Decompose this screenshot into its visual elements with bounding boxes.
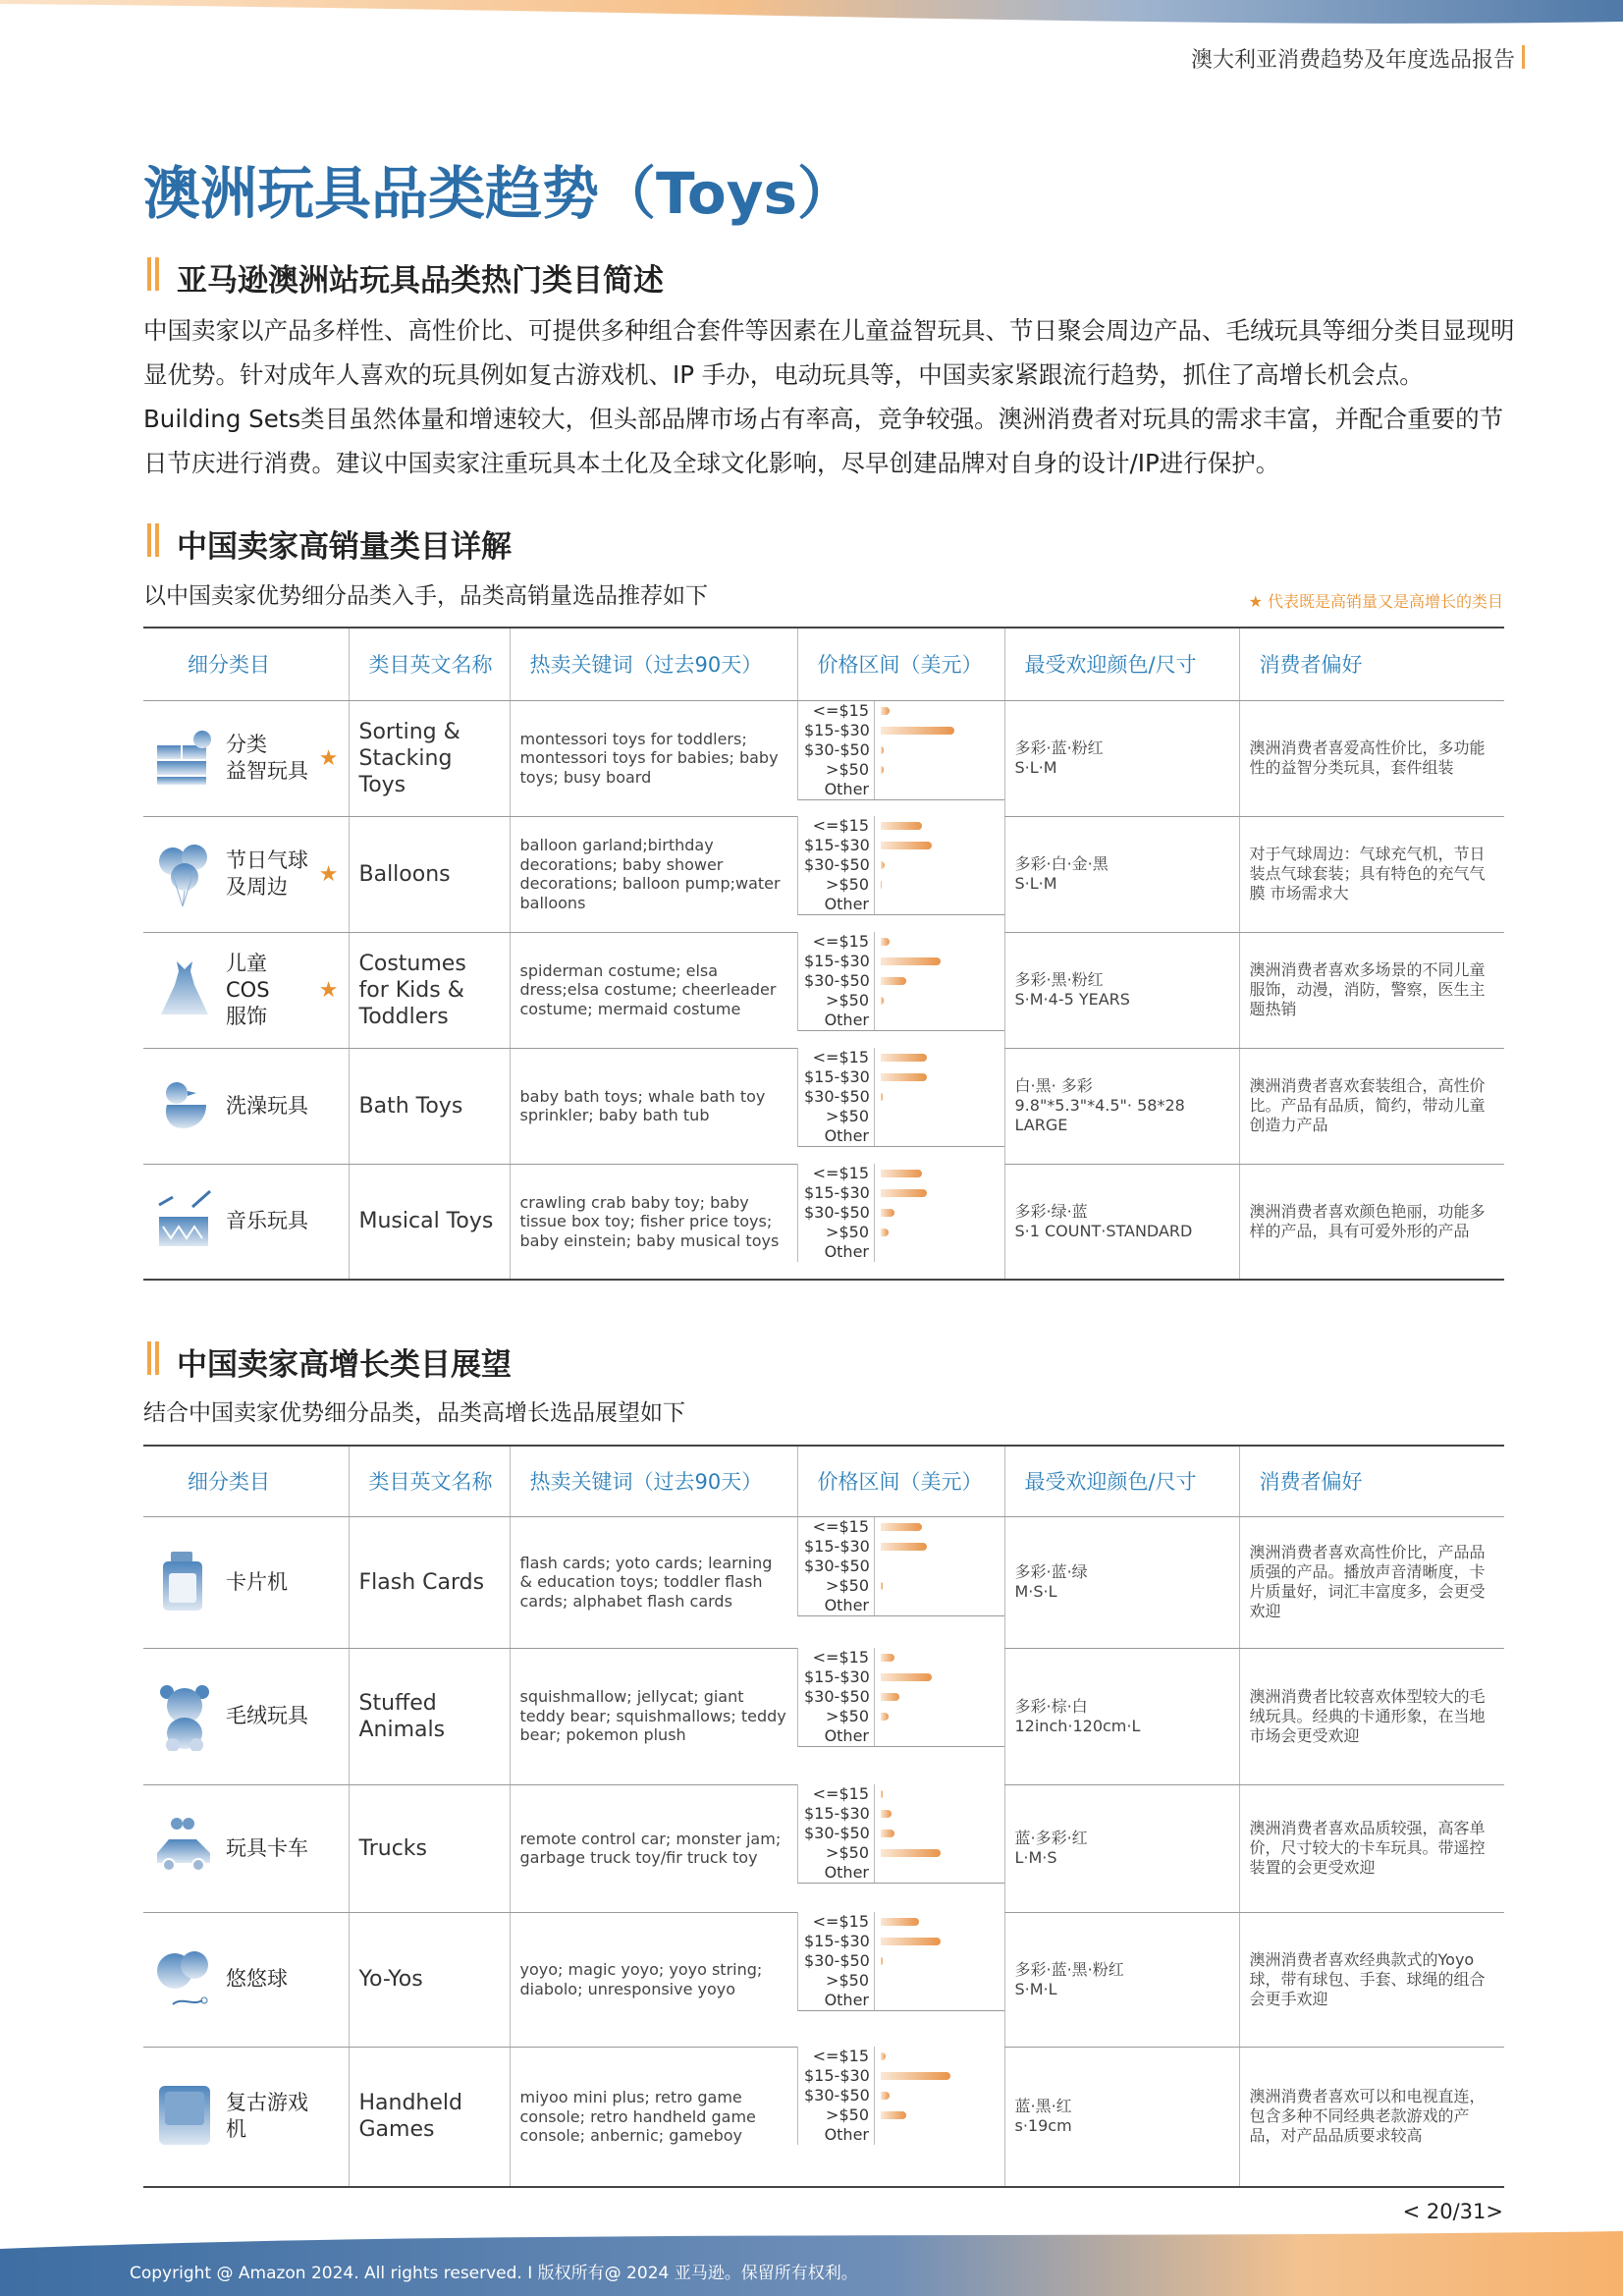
category-cn: 毛绒玩具 — [226, 1704, 308, 1727]
column-header: 细分类目 — [143, 628, 349, 700]
category-cn: 卡片机 — [226, 1569, 288, 1594]
price-label: Other — [824, 1991, 869, 2009]
price-label: $15-$30 — [804, 1804, 870, 1823]
price-bar — [881, 1654, 894, 1662]
price-bar — [881, 881, 882, 889]
popular-size: M·S·L — [1014, 1582, 1057, 1601]
keywords: baby bath toys; whale bath toy sprinkler; baby bath tub — [519, 1086, 766, 1124]
price-label: $15-$30 — [804, 1667, 870, 1686]
price-bar-row — [881, 1932, 973, 1951]
price-bar — [881, 842, 932, 849]
price-bar-row — [881, 1067, 973, 1087]
column-header: 最受欢迎颜色/尺寸 — [1004, 628, 1239, 700]
popular-color: 多彩·白·金·黑 — [1014, 854, 1109, 873]
consumer-preference: 澳洲消费者喜欢品质较强，高客单价，尺寸较大的卡车玩具。带遥控装置的会更受欢迎 — [1249, 1819, 1486, 1877]
price-bar — [881, 1713, 889, 1721]
price-bar-row — [881, 1183, 973, 1203]
price-labels — [804, 2047, 875, 2145]
price-label: <=$15 — [812, 1164, 869, 1182]
consumer-preference: 澳洲消费者喜欢可以和电视直连，包含多种不同经典老款游戏的产品，对产品品质要求较高 — [1249, 2087, 1486, 2146]
price-label: Other — [824, 1595, 869, 1614]
keywords: balloon garland;birthday decorations; baby shower decorations; balloon pump;water balloons — [519, 836, 781, 912]
price-bar-row — [881, 932, 973, 952]
price-label: $30-$50 — [804, 1824, 870, 1842]
price-label: $30-$50 — [804, 971, 870, 990]
popular-color: 多彩·棕·白 — [1014, 1696, 1088, 1716]
category-en: Bath Toys — [358, 1093, 463, 1119]
table-row — [143, 1784, 1504, 1912]
category-en: Costumes for Kids & Toddlers — [358, 951, 466, 1029]
star-icon: ★ — [318, 861, 339, 887]
price-labels — [804, 701, 875, 799]
overview-paragraph: 中国卖家以产品多样性、高性价比、可提供多种组合套件等因素在儿童益智玩具、节日聚会周边产品、毛绒玩具等细分类目显现明显优势。针对成年人喜欢的玩具例如复古游戏机、IP 手办，电动玩具等，中国卖家紧跟流行趋势，抓住了高增长机会点。Building Sets类目虽然体量和增速较大，但头部品牌市场占有率高，竞争较强。澳洲消费者对玩具的需求丰富，并配合重要的节日节庆进行消费。建议中国卖家注重玩具本土化及全球文化影响，尽早创建品牌对自身的设计/IP进行保护。 — [143, 316, 1515, 477]
price-label: <=$15 — [812, 1048, 869, 1066]
column-header: 消费者偏好 — [1239, 1446, 1504, 1516]
price-label: Other — [824, 1863, 869, 1882]
price-bar — [881, 1673, 932, 1681]
table-row — [143, 1164, 1504, 1280]
price-bar-row — [881, 1687, 973, 1707]
price-bar-row — [881, 1667, 973, 1687]
popular-size: S·1 COUNT·STANDARD — [1014, 1221, 1193, 1240]
price-bar — [881, 1054, 927, 1062]
price-bar-row — [881, 1537, 973, 1557]
section-heading-high-sales: 中国卖家高销量类目详解 — [147, 521, 512, 566]
price-bar — [881, 861, 885, 869]
price-bar — [881, 938, 890, 946]
price-label: $15-$30 — [804, 836, 870, 854]
price-label: Other — [824, 895, 869, 913]
price-bar-row — [881, 780, 973, 799]
popular-color: 多彩·蓝·黑·粉红 — [1014, 1959, 1124, 1979]
price-label: Other — [824, 2125, 869, 2144]
keywords: miyoo mini plus; retro game console; retro handheld game console; anbernic; gameboy — [519, 2088, 756, 2145]
keywords: squishmallow; jellycat; giant teddy bear; squishmallows; teddy bear; pokemon plush — [519, 1687, 786, 1745]
price-label: <=$15 — [812, 1648, 869, 1667]
price-bars — [875, 816, 973, 914]
price-bar — [881, 1170, 922, 1177]
category-cn: 悠悠球 — [226, 1967, 288, 1991]
price-label: $30-$50 — [804, 2086, 870, 2105]
category-cn: 分类 益智玩具 — [226, 733, 308, 783]
price-bars — [875, 1912, 973, 2010]
price-label: $30-$50 — [804, 855, 870, 874]
price-bar-row — [881, 875, 973, 895]
balloons-icon — [153, 840, 216, 908]
price-label: $30-$50 — [804, 1203, 870, 1222]
price-bar-row — [881, 816, 973, 836]
page-title: 澳洲玩具品类趋势（Toys） — [143, 160, 855, 227]
price-bars — [875, 1164, 973, 1262]
price-bar-row — [881, 836, 973, 855]
popular-color: 多彩·黑·粉红 — [1014, 970, 1104, 989]
price-bars — [875, 1517, 973, 1615]
price-label: $15-$30 — [804, 1932, 870, 1950]
price-label: <=$15 — [812, 816, 869, 835]
popular-size: S·L·M — [1014, 874, 1057, 893]
price-labels — [804, 1164, 875, 1262]
price-label: <=$15 — [812, 2047, 869, 2065]
popular-size: 9.8"*5.3"*4.5"· 58*28 LARGE — [1014, 1096, 1185, 1134]
price-bar-row — [881, 1951, 973, 1971]
price-bar-row — [881, 1843, 973, 1863]
price-label: >$50 — [826, 1223, 869, 1241]
price-bar — [881, 1830, 894, 1837]
price-label: >$50 — [826, 1107, 869, 1125]
price-bar — [881, 766, 884, 774]
category-cn: 玩具卡车 — [226, 1835, 308, 1860]
price-bar-row — [881, 1087, 973, 1107]
price-bar — [881, 746, 884, 754]
table-row — [143, 1912, 1504, 2047]
table-header-row — [143, 628, 1504, 700]
price-bar-row — [881, 1824, 973, 1843]
consumer-preference: 对于气球周边：气球充气机，节日装点气球套装；具有特色的充气气膜 市场需求大 — [1249, 845, 1486, 902]
consumer-preference: 澳洲消费者喜欢高性价比，产品品质强的产品。播放声音清晰度，卡片质量好，词汇丰富度多，会更受欢迎 — [1249, 1543, 1486, 1620]
category-en: Yo-Yos — [358, 1967, 423, 1992]
column-header: 价格区间（美元） — [797, 1446, 1004, 1516]
column-header: 类目英文名称 — [349, 628, 510, 700]
price-bar — [881, 1693, 899, 1701]
price-label: $15-$30 — [804, 2066, 870, 2085]
price-bar-row — [881, 1164, 973, 1183]
category-cn: 儿童COS 服饰 — [226, 951, 270, 1028]
consumer-preference: 澳洲消费者喜欢颜色艳丽，功能多样的产品，具有可爱外形的产品 — [1249, 1201, 1486, 1240]
popular-size: 12inch·120cm·L — [1014, 1716, 1141, 1735]
price-bar-row — [881, 855, 973, 875]
price-labels — [804, 1912, 875, 2010]
column-header: 价格区间（美元） — [797, 628, 1004, 700]
price-label: >$50 — [826, 2105, 869, 2124]
price-labels — [804, 816, 875, 914]
price-label: <=$15 — [812, 1912, 869, 1931]
price-label: >$50 — [826, 1843, 869, 1862]
price-label: $15-$30 — [804, 720, 870, 739]
price-bar-row — [881, 1912, 973, 1932]
price-label: $15-$30 — [804, 1536, 870, 1556]
keywords: yoyo; magic yoyo; yoyo string; diabolo; unresponsive yoyo — [519, 1960, 763, 1998]
column-header: 最受欢迎颜色/尺寸 — [1004, 1446, 1239, 1516]
blocks-icon — [153, 724, 216, 793]
price-bar — [881, 2052, 886, 2060]
column-header: 消费者偏好 — [1239, 628, 1504, 700]
price-bar-row — [881, 1126, 973, 1146]
price-bars — [875, 1648, 973, 1746]
price-labels — [804, 1517, 875, 1615]
table-row — [143, 1516, 1504, 1648]
price-label: <=$15 — [812, 1516, 869, 1536]
price-label: Other — [824, 1726, 869, 1745]
price-label: <=$15 — [812, 1784, 869, 1803]
category-en: Musical Toys — [358, 1209, 494, 1234]
price-label: >$50 — [826, 991, 869, 1010]
popular-size: s·19cm — [1014, 2116, 1072, 2136]
consumer-preference: 澳洲消费者喜欢经典款式的Yoyo球，带有球包、手套、球绳的组合会更手欢迎 — [1249, 1949, 1486, 2008]
price-labels — [804, 1784, 875, 1883]
popular-size: S·L·M — [1014, 758, 1057, 777]
price-bar-row — [881, 1223, 973, 1242]
price-label: $30-$50 — [804, 1687, 870, 1706]
price-bar — [881, 1229, 889, 1236]
yoyo-icon — [153, 1945, 216, 2014]
price-bars — [875, 1048, 973, 1146]
price-label: $30-$50 — [804, 1951, 870, 1970]
price-label: $15-$30 — [804, 952, 870, 970]
popular-size: S·M·L — [1014, 1979, 1057, 1998]
category-en: Sorting & Stacking Toys — [358, 719, 460, 797]
price-bars — [875, 2047, 973, 2145]
price-bar-row — [881, 1242, 973, 1262]
price-label: Other — [824, 1242, 869, 1261]
price-bar-row — [881, 1991, 973, 2010]
price-bar — [881, 1523, 922, 1531]
price-label: $15-$30 — [804, 1067, 870, 1086]
price-bar-row — [881, 952, 973, 971]
price-bar-row — [881, 1863, 973, 1883]
price-bar-row — [881, 740, 973, 760]
price-bar — [881, 1582, 883, 1590]
price-bar — [881, 1938, 941, 1945]
price-bar-row — [881, 991, 973, 1011]
table-row — [143, 816, 1504, 932]
price-bar — [881, 1849, 941, 1857]
star-icon: ★ — [318, 745, 339, 771]
price-bar-row — [881, 1048, 973, 1067]
table-row — [143, 1648, 1504, 1784]
price-bar-row — [881, 2125, 973, 2145]
price-bar-row — [881, 760, 973, 780]
price-bar — [881, 1209, 894, 1217]
price-label: $30-$50 — [804, 739, 870, 759]
price-bar — [881, 1093, 883, 1101]
price-bar-row — [881, 1011, 973, 1030]
category-en: Handheld Games — [358, 2091, 462, 2143]
column-header: 热卖关键词（过去90天） — [510, 1446, 797, 1516]
section-heading-high-growth: 中国卖家高增长类目展望 — [147, 1339, 512, 1384]
price-bar-row — [881, 1596, 973, 1615]
dress-icon — [153, 956, 216, 1024]
price-bar — [881, 1957, 883, 1965]
high-growth-subtitle: 结合中国卖家优势细分品类，品类高增长选品展望如下 — [143, 1400, 685, 1426]
page-number: < 20/31> — [1402, 2200, 1503, 2223]
price-label: >$50 — [826, 1971, 869, 1990]
price-bars — [875, 701, 973, 799]
price-bars — [875, 932, 973, 1030]
price-label: <=$15 — [812, 932, 869, 951]
price-bar — [881, 2092, 890, 2100]
price-bar-row — [881, 2066, 973, 2086]
category-cn: 节日气球 及周边 — [226, 848, 308, 899]
popular-size: S·M·4-5 YEARS — [1014, 990, 1130, 1009]
keywords: crawling crab baby toy; baby tissue box toy; fisher price toys; baby einstein; baby musical toys — [519, 1192, 780, 1250]
table-header-row — [143, 1446, 1504, 1516]
toy-car-icon — [153, 1814, 216, 1883]
price-bars — [875, 1784, 973, 1883]
price-bar-row — [881, 1707, 973, 1726]
category-en: Balloons — [358, 861, 451, 887]
price-bar-row — [881, 2105, 973, 2125]
price-label: >$50 — [826, 875, 869, 894]
price-labels — [804, 932, 875, 1030]
column-header: 类目英文名称 — [349, 1446, 510, 1516]
price-bar-row — [881, 701, 973, 721]
popular-color: 多彩·蓝·粉红 — [1014, 738, 1104, 757]
price-bar — [881, 707, 890, 715]
keywords: spiderman costume; elsa dress;elsa costume; cheerleader costume; mermaid costume — [519, 960, 777, 1018]
consumer-preference: 澳洲消费者喜欢多场景的不同儿童服饰，动漫，消防，警察，医生主题热销 — [1249, 960, 1486, 1018]
price-bar — [881, 957, 941, 965]
price-bar — [881, 1810, 892, 1818]
consumer-preference: 澳洲消费者比较喜欢体型较大的毛绒玩具。经典的卡通形象，在当地市场会更受欢迎 — [1249, 1686, 1486, 1745]
price-bar — [881, 997, 884, 1005]
column-header: 细分类目 — [143, 1446, 349, 1516]
table-row — [143, 932, 1504, 1048]
star-legend-note: ★ 代表既是高销量又是高增长的类目 — [1248, 592, 1503, 611]
popular-color: 白·黑· 多彩 — [1014, 1076, 1093, 1095]
popular-color: 多彩·绿·蓝 — [1014, 1201, 1088, 1221]
copyright: Copyright @ Amazon 2024. All rights reserved. I 版权所有@ 2024 亚马逊。保留所有权利。 — [130, 2264, 858, 2283]
category-en: Stuffed Animals — [358, 1690, 446, 1742]
price-label: >$50 — [826, 1707, 869, 1725]
category-cn: 洗澡玩具 — [226, 1093, 308, 1118]
price-bar-row — [881, 1107, 973, 1126]
price-bar — [881, 727, 954, 735]
price-labels — [804, 1048, 875, 1146]
star-icon: ★ — [318, 977, 339, 1003]
column-header: 热卖关键词（过去90天） — [510, 628, 797, 700]
price-label: $30-$50 — [804, 1556, 870, 1575]
price-label: $30-$50 — [804, 1087, 870, 1106]
price-bar-row — [881, 721, 973, 740]
price-bar — [881, 1790, 883, 1798]
price-labels — [804, 1648, 875, 1746]
price-label: >$50 — [826, 759, 869, 779]
keywords: montessori toys for toddlers; montessori toys for babies; baby toys; busy board — [519, 729, 779, 787]
price-label: Other — [824, 1011, 869, 1029]
price-bar-row — [881, 1576, 973, 1596]
price-label: Other — [824, 1126, 869, 1145]
price-bar — [881, 1073, 927, 1081]
high-growth-table — [143, 1445, 1504, 2188]
price-bar-row — [881, 971, 973, 991]
consumer-preference: 澳洲消费者喜欢套装组合，高性价比。产品有品质，简约，带动儿童创造力产品 — [1249, 1076, 1486, 1134]
table-row — [143, 1048, 1504, 1164]
price-bar — [881, 2072, 950, 2080]
category-en: Trucks — [358, 1835, 427, 1861]
popular-color: 蓝·黑·红 — [1014, 2097, 1072, 2116]
report-title: 澳大利亚消费趋势及年度选品报告 — [1190, 48, 1515, 73]
high-sales-table — [143, 627, 1504, 1281]
price-bar-row — [881, 1203, 973, 1223]
price-bar-row — [881, 1804, 973, 1824]
price-bar — [881, 1918, 919, 1926]
price-label: Other — [824, 779, 869, 798]
drum-icon — [153, 1187, 216, 1256]
popular-color: 蓝·多彩·红 — [1014, 1829, 1088, 1847]
price-bar-row — [881, 895, 973, 914]
price-bar-row — [881, 1648, 973, 1667]
table-row — [143, 700, 1504, 816]
card-machine-icon — [153, 1548, 216, 1616]
category-cn: 音乐玩具 — [226, 1209, 308, 1233]
price-label: $15-$30 — [804, 1183, 870, 1202]
price-bar-row — [881, 1784, 973, 1804]
category-en: Flash Cards — [358, 1569, 485, 1595]
section-heading-overview: 亚马逊澳洲站玩具品类热门类目简述 — [147, 255, 664, 300]
price-label: <=$15 — [812, 700, 869, 720]
price-bar — [881, 1543, 927, 1551]
price-bar-row — [881, 1971, 973, 1991]
header-decoration — [0, 0, 1623, 33]
price-bar-row — [881, 2086, 973, 2105]
popular-color: 多彩·蓝·绿 — [1014, 1562, 1088, 1581]
price-bar-row — [881, 1557, 973, 1576]
keywords: remote control car; monster jam; garbage truck toy/fir truck toy — [519, 1829, 782, 1867]
game-console-icon — [153, 2082, 216, 2151]
price-label: >$50 — [826, 1575, 869, 1595]
high-sales-subtitle: 以中国卖家优势细分品类入手，品类高销量选品推荐如下 — [143, 583, 708, 609]
price-bar — [881, 1189, 927, 1197]
price-bar-row — [881, 1517, 973, 1537]
category-cn: 复古游戏机 — [226, 2091, 308, 2142]
price-bar — [881, 822, 922, 830]
price-bar — [881, 977, 906, 985]
price-bar-row — [881, 2047, 973, 2066]
teddy-bear-icon — [153, 1682, 216, 1751]
price-bar-row — [881, 1726, 973, 1746]
consumer-preference: 澳洲消费者喜爱高性价比，多功能性的益智分类玩具，套件组装 — [1249, 738, 1486, 777]
duck-icon — [153, 1071, 216, 1140]
keywords: flash cards; yoto cards; learning & education toys; toddler flash cards; alphabet flash cards — [519, 1553, 773, 1611]
popular-size: L·M·S — [1014, 1848, 1057, 1867]
price-bar — [881, 2111, 906, 2119]
title-accent-bar — [1522, 45, 1525, 69]
table-row — [143, 2047, 1504, 2187]
